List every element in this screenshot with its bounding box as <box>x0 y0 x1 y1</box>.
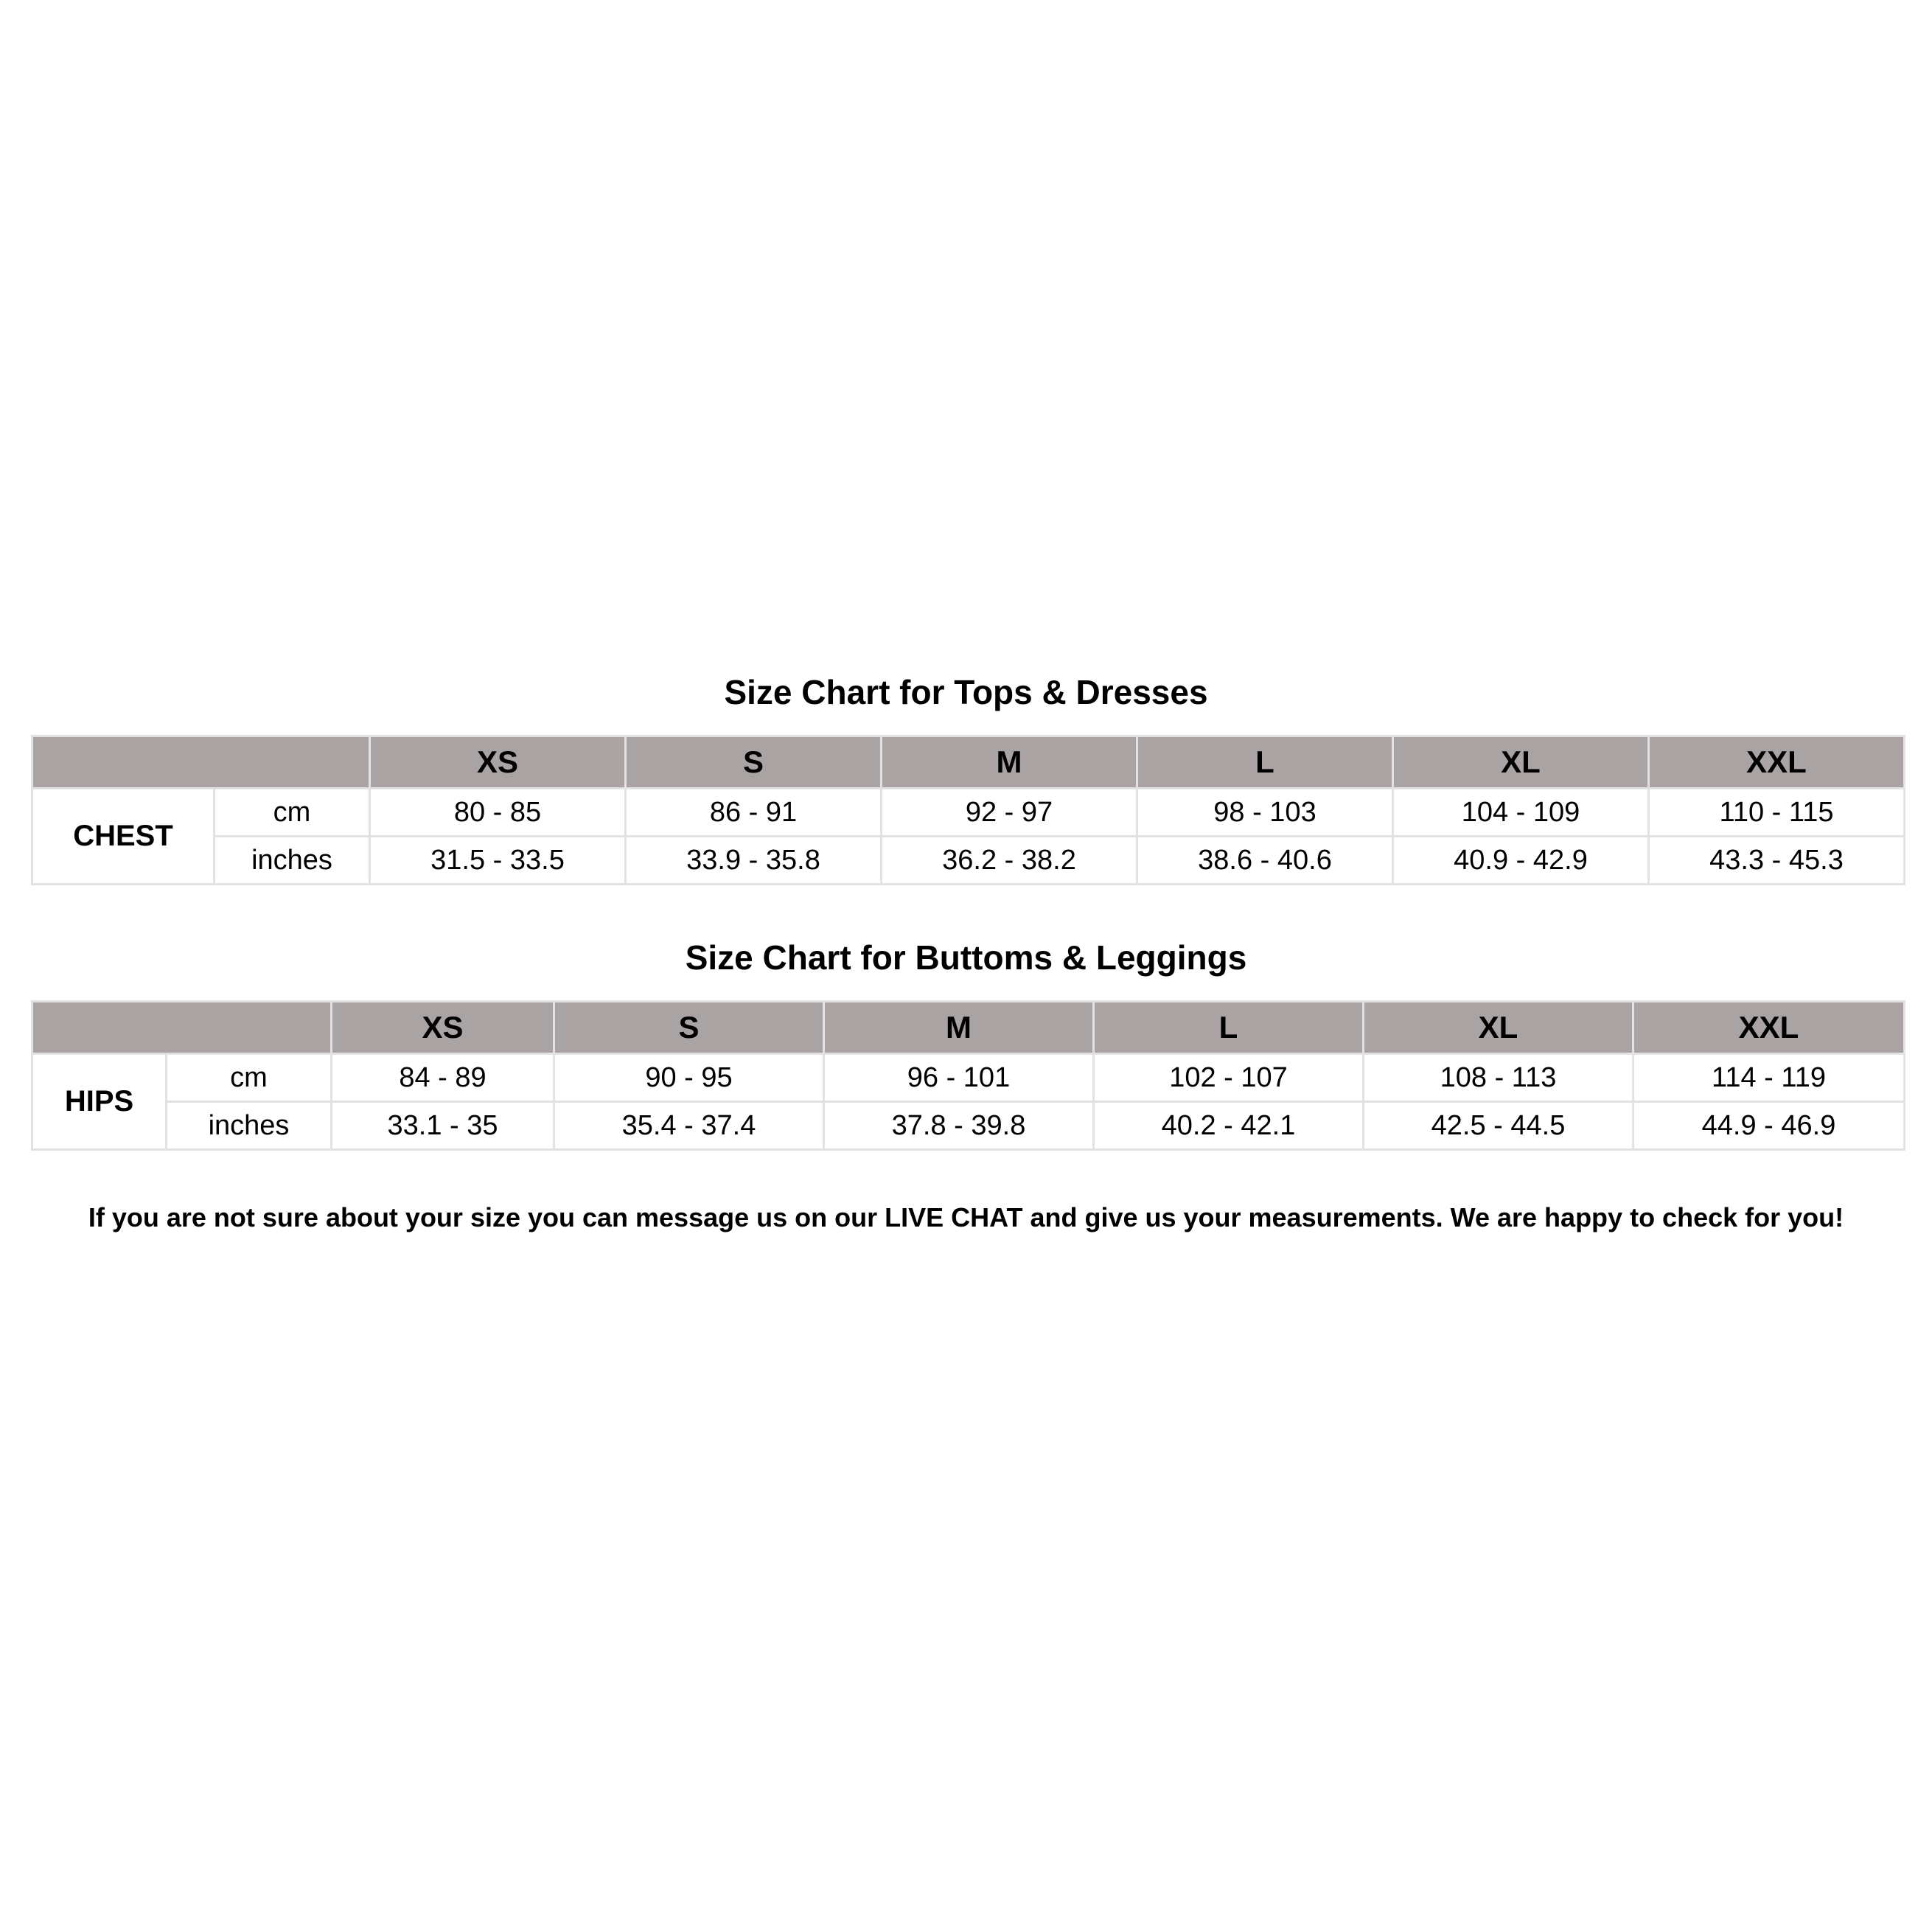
table-cell: 44.9 - 46.9 <box>1633 1102 1905 1150</box>
table-cell: 40.2 - 42.1 <box>1094 1102 1364 1150</box>
table-cell: 36.2 - 38.2 <box>882 837 1137 885</box>
table-row <box>32 1102 1905 1150</box>
bottoms-chart-title: Size Chart for Buttoms & Leggings <box>685 938 1247 977</box>
tops-size-table <box>31 735 1905 885</box>
table-cell: 114 - 119 <box>1633 1054 1905 1102</box>
table-row <box>32 837 1905 885</box>
measure-label: CHEST <box>32 789 215 885</box>
unit-label: inches <box>215 837 370 885</box>
unit-label: cm <box>167 1054 332 1102</box>
header-corner-cell <box>32 736 370 789</box>
header-row <box>32 736 1905 789</box>
measure-label: HIPS <box>32 1054 167 1150</box>
size-header: M <box>882 736 1137 789</box>
table-cell: 108 - 113 <box>1364 1054 1633 1102</box>
header-row <box>32 1002 1905 1054</box>
table-cell: 33.1 - 35 <box>332 1102 554 1150</box>
table-row <box>32 1054 1905 1102</box>
size-header: XS <box>370 736 626 789</box>
size-header: L <box>1094 1002 1364 1054</box>
table-cell: 37.8 - 39.8 <box>824 1102 1094 1150</box>
size-header: M <box>824 1002 1094 1054</box>
table-cell: 86 - 91 <box>626 789 882 837</box>
size-header: XL <box>1393 736 1649 789</box>
table-cell: 31.5 - 33.5 <box>370 837 626 885</box>
size-header: XXL <box>1633 1002 1905 1054</box>
table-cell: 84 - 89 <box>332 1054 554 1102</box>
table-cell: 102 - 107 <box>1094 1054 1364 1102</box>
size-header: XXL <box>1649 736 1905 789</box>
size-header: S <box>626 736 882 789</box>
table-cell: 35.4 - 37.4 <box>554 1102 824 1150</box>
size-help-note: If you are not sure about your size you can message us on our LIVE CHAT and give us your measurements. We are happy to check for you! <box>88 1202 1844 1232</box>
table-cell: 110 - 115 <box>1649 789 1905 837</box>
table-cell: 96 - 101 <box>824 1054 1094 1102</box>
table-cell: 104 - 109 <box>1393 789 1649 837</box>
table-cell: 38.6 - 40.6 <box>1137 837 1393 885</box>
table-cell: 42.5 - 44.5 <box>1364 1102 1633 1150</box>
table-cell: 40.9 - 42.9 <box>1393 837 1649 885</box>
size-header: XS <box>332 1002 554 1054</box>
table-cell: 80 - 85 <box>370 789 626 837</box>
size-header: S <box>554 1002 824 1054</box>
table-row <box>32 789 1905 837</box>
tops-chart-title: Size Chart for Tops & Dresses <box>724 673 1208 711</box>
size-header: XL <box>1364 1002 1633 1054</box>
bottoms-size-table <box>31 1000 1905 1151</box>
table-cell: 90 - 95 <box>554 1054 824 1102</box>
table-cell: 33.9 - 35.8 <box>626 837 882 885</box>
table-cell: 43.3 - 45.3 <box>1649 837 1905 885</box>
table-cell: 92 - 97 <box>882 789 1137 837</box>
header-corner-cell <box>32 1002 332 1054</box>
unit-label: inches <box>167 1102 332 1150</box>
size-header: L <box>1137 736 1393 789</box>
table-cell: 98 - 103 <box>1137 789 1393 837</box>
unit-label: cm <box>215 789 370 837</box>
